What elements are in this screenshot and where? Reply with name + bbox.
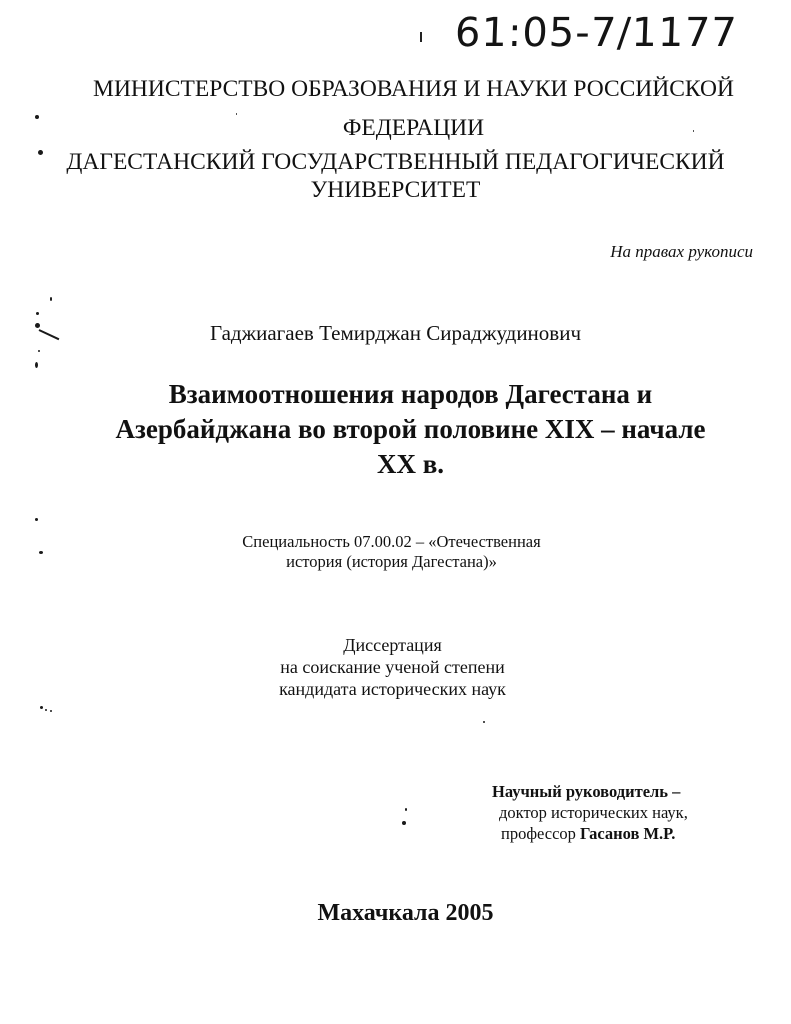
title-line-3: XX в.: [376, 449, 445, 479]
university-header: [0, 148, 791, 204]
author-name: Гаджиагаев Темирджан Сираджудинович: [209, 321, 582, 345]
scan-artifact-tick: [420, 32, 422, 42]
speciality-line-2: история (история Дагестана)»: [286, 552, 497, 571]
scan-speck: [35, 115, 39, 119]
manuscript-rights-note: На правах рукописи: [610, 242, 753, 261]
scan-speck: [35, 362, 38, 368]
university-line-2: УНИВЕРСИТЕТ: [310, 177, 481, 203]
supervisor-degree: доктор исторических наук,: [499, 803, 688, 822]
dissertation-degree-block: [0, 634, 788, 700]
supervisor-label: Научный руководитель –: [492, 782, 681, 801]
supervisor-title-prefix: профессор: [501, 824, 576, 843]
title-line-1: Взаимоотношения народов Дагестана и: [168, 379, 653, 409]
scan-speck: [35, 323, 40, 328]
scan-speck: [405, 808, 407, 811]
archive-code-handwritten: 61:05-7/1177: [454, 10, 739, 56]
ministry-line-2: ФЕДЕРАЦИИ: [342, 115, 485, 141]
university-line-1: ДАГЕСТАНСКИЙ ГОСУДАРСТВЕННЫЙ ПЕДАГОГИЧЕСКИЙ: [66, 149, 725, 175]
scan-speck: [38, 150, 43, 155]
scan-speck: [483, 721, 485, 723]
ministry-header: [18, 70, 791, 148]
supervisor-title-name: [492, 823, 688, 844]
scan-speck: [39, 551, 43, 554]
speciality-line-1: Специальность 07.00.02 – «Отечественная: [242, 532, 541, 551]
speciality-block: [0, 532, 787, 572]
scan-speck: [38, 350, 40, 352]
city-year: Махачкала 2005: [317, 900, 494, 926]
ministry-line-1: МИНИСТЕРСТВО ОБРАЗОВАНИЯ И НАУКИ РОССИЙСКОЙ: [93, 76, 734, 102]
supervisor-name: Гасанов М.Р.: [580, 824, 676, 843]
dissertation-line-1: Диссертация: [343, 635, 442, 655]
title-line-2: Азербайджана во второй половине XIX – начале: [115, 414, 706, 444]
dissertation-title: [0, 377, 791, 482]
dissertation-line-3: кандидата исторических наук: [279, 679, 506, 699]
scan-speck: [45, 709, 47, 711]
scan-speck: [236, 113, 237, 115]
scan-speck: [50, 297, 52, 301]
scan-speck: [50, 710, 52, 712]
scan-speck: [402, 821, 406, 825]
supervisor-block: [492, 781, 688, 844]
scan-speck: [36, 312, 39, 315]
dissertation-line-2: на соискание ученой степени: [280, 657, 505, 677]
scan-speck: [40, 706, 43, 709]
scan-speck: [693, 130, 694, 132]
scan-speck: [35, 518, 38, 521]
